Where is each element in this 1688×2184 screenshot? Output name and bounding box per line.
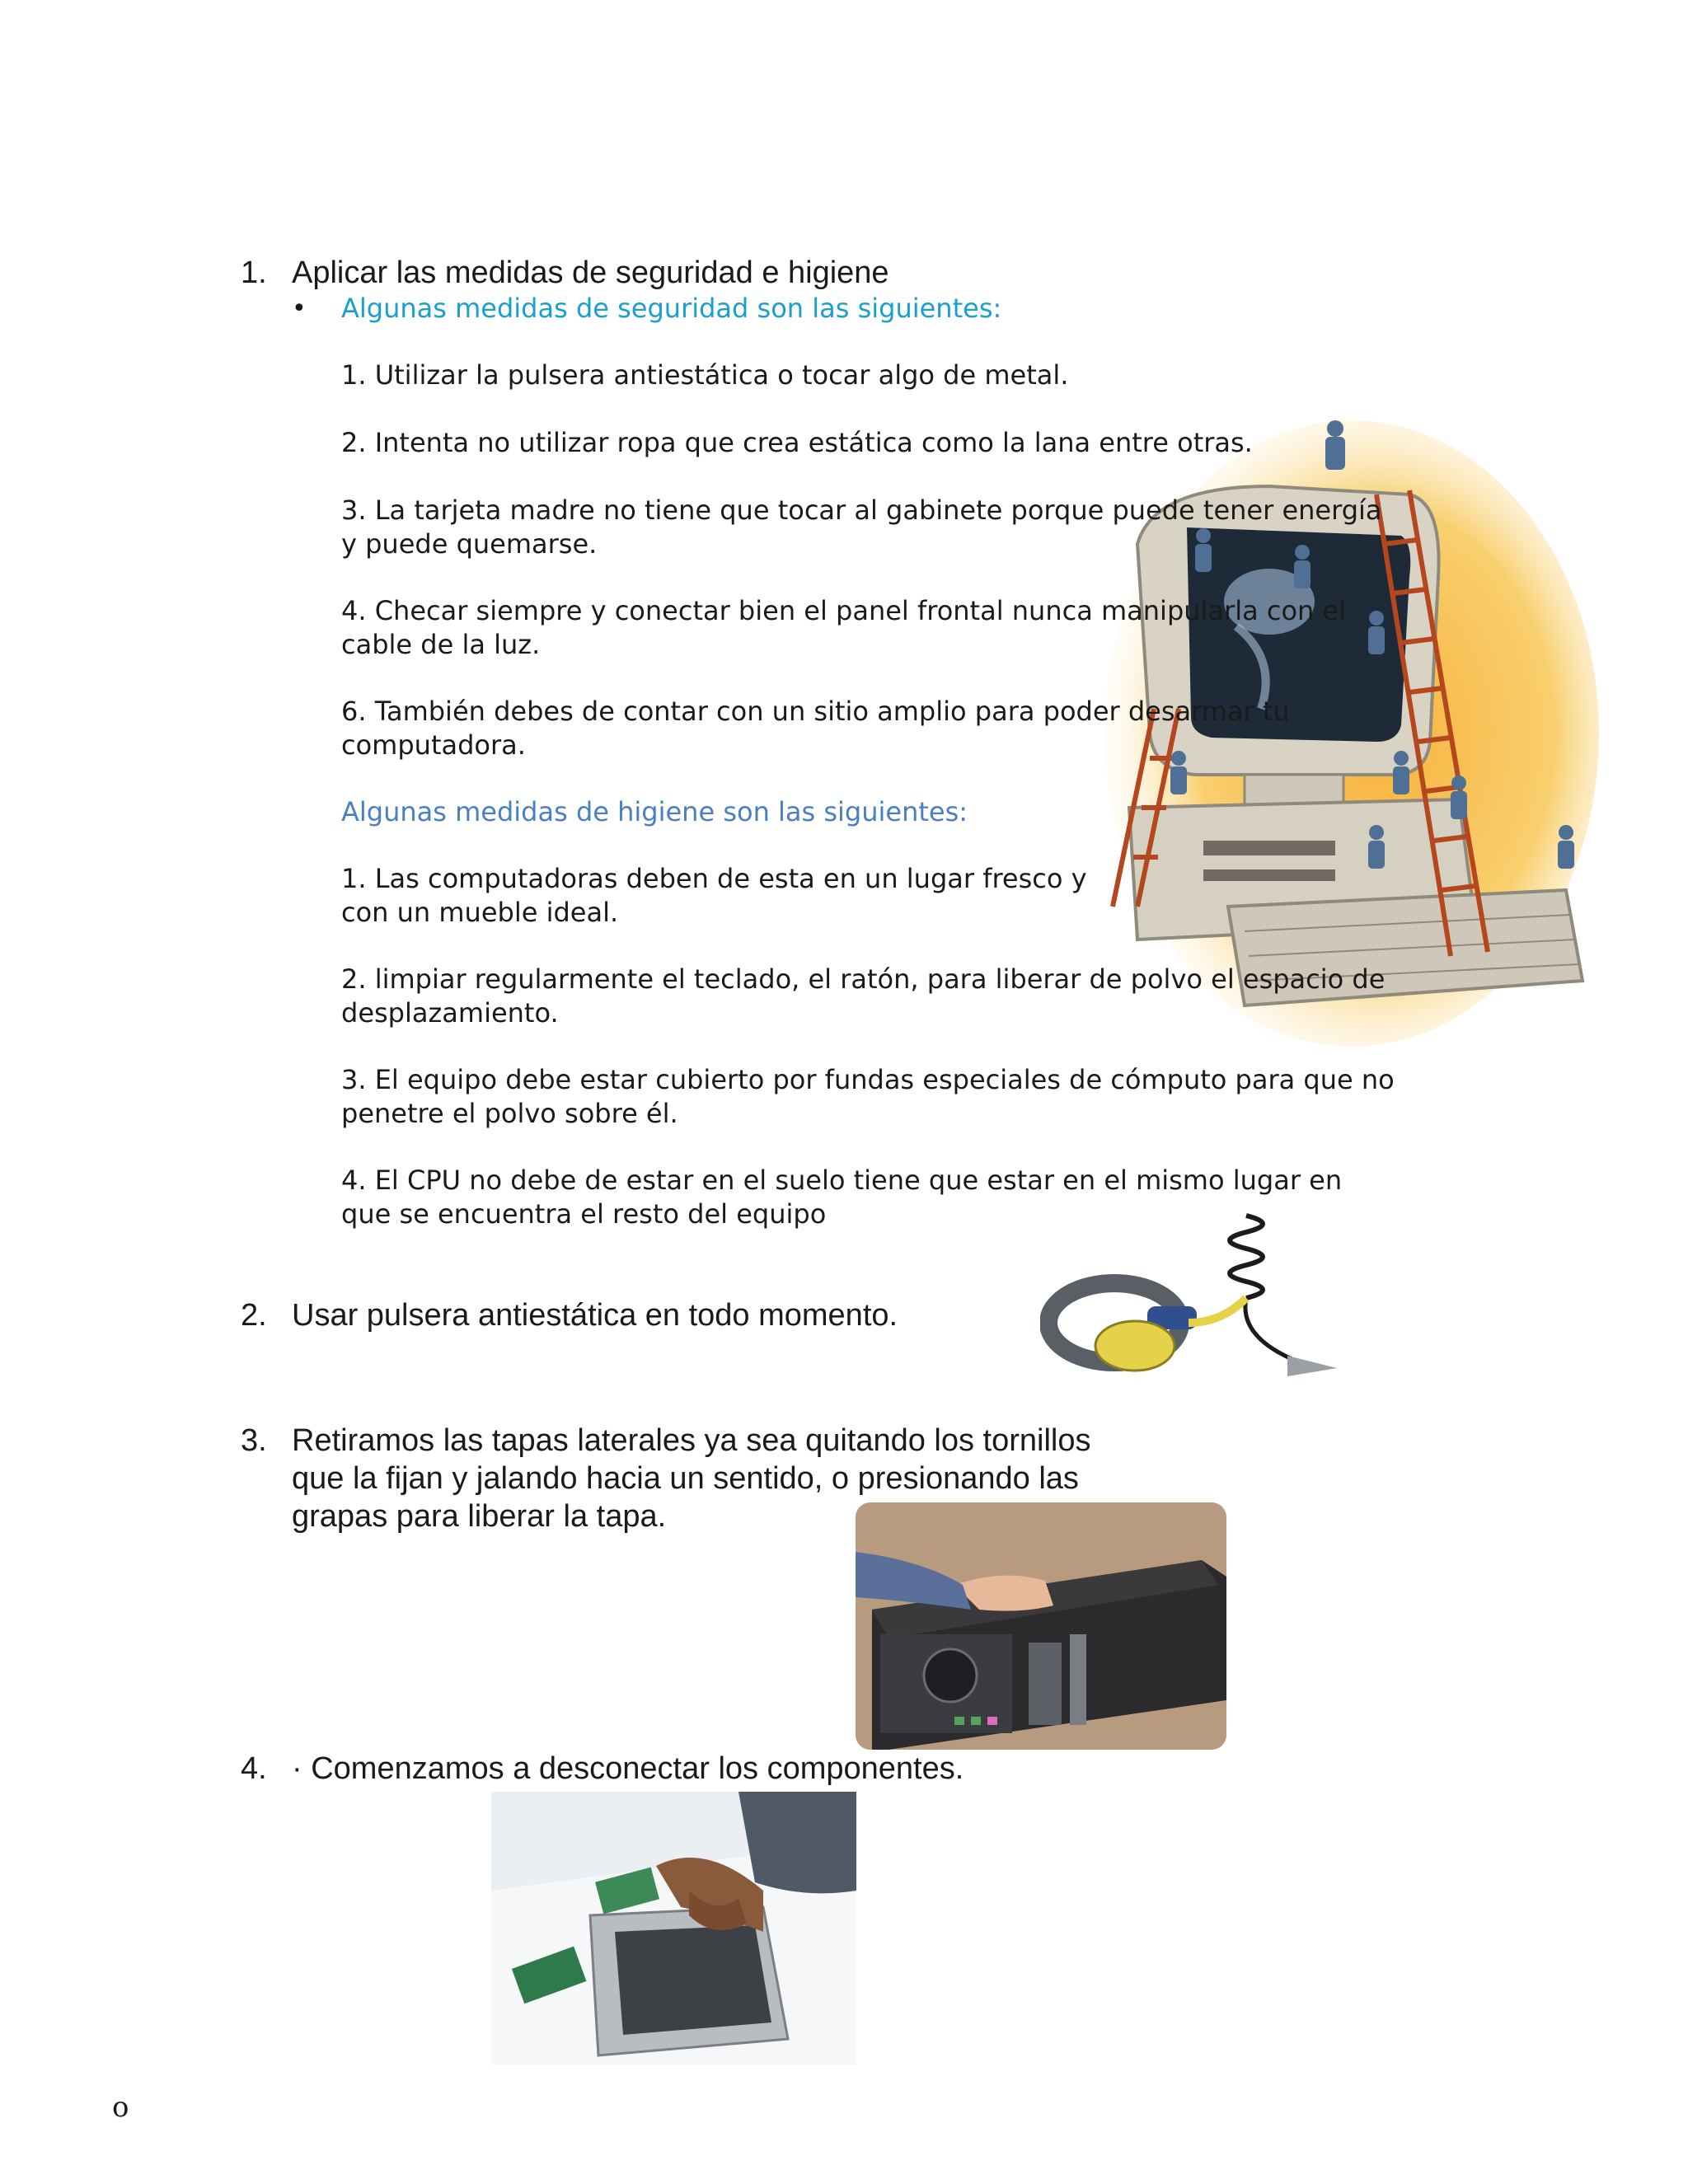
hygiene-point-4: 4. El CPU no debe de estar en el suelo tiene que estar en el mismo lugar en que se encuentra el resto del equipo (341, 1165, 1343, 1230)
item-2-number: 2. (241, 1298, 267, 1333)
footer-mark: o (112, 2091, 129, 2124)
item-3-title: Retiramos las tapas laterales ya sea quitando los tornillos que la fijan y jalando hacia un sentido, o presionando las grapas para liberar la tapa. (292, 1423, 1091, 1534)
security-heading: Algunas medidas de seguridad son las siguientes: (341, 293, 1002, 324)
security-point-6: 6. También debes de contar con un sitio amplio para poder desarmar tu computadora. (341, 696, 1290, 761)
hygiene-point-2: 2. limpiar regularmente el teclado, el ratón, para liberar de polvo el espacio de desplazamiento. (341, 963, 1386, 1029)
item-1-title: Aplicar las medidas de seguridad e higiene (292, 255, 889, 290)
bullet-marker: • (292, 294, 307, 323)
hygiene-point-1: 1. Las computadoras deben de esta en un lugar fresco y con un mueble ideal. (341, 863, 1087, 928)
item-4-number: 4. (241, 1751, 267, 1786)
item-3-number: 3. (241, 1423, 267, 1458)
security-point-2: 2. Intenta no utilizar ropa que crea estática como la lana entre otras. (341, 427, 1253, 458)
hygiene-point-3: 3. El equipo debe estar cubierto por fundas especiales de cómputo para que no penetre el polvo sobre él. (341, 1064, 1395, 1129)
item-1-number: 1. (241, 255, 267, 290)
security-point-4: 4. Checar siempre y conectar bien el panel frontal nunca manipularla con el cable de la luz. (341, 595, 1347, 660)
security-point-3: 3. La tarjeta madre no tiene que tocar al gabinete porque puede tener energía y puede quemarse. (341, 494, 1382, 560)
security-point-1: 1. Utilizar la pulsera antiestática o tocar algo de metal. (341, 359, 1069, 391)
remove-side-cover-photo (856, 1502, 1226, 1750)
antistatic-wrist-strap-image (1040, 1199, 1345, 1395)
disconnect-components-photo (491, 1792, 856, 2064)
item-4-title: · Comenzamos a desconectar los componentes. (292, 1751, 964, 1786)
hygiene-heading: Algunas medidas de higiene son las siguientes: (341, 796, 968, 827)
item-2-title: Usar pulsera antiestática en todo momento. (292, 1298, 898, 1333)
